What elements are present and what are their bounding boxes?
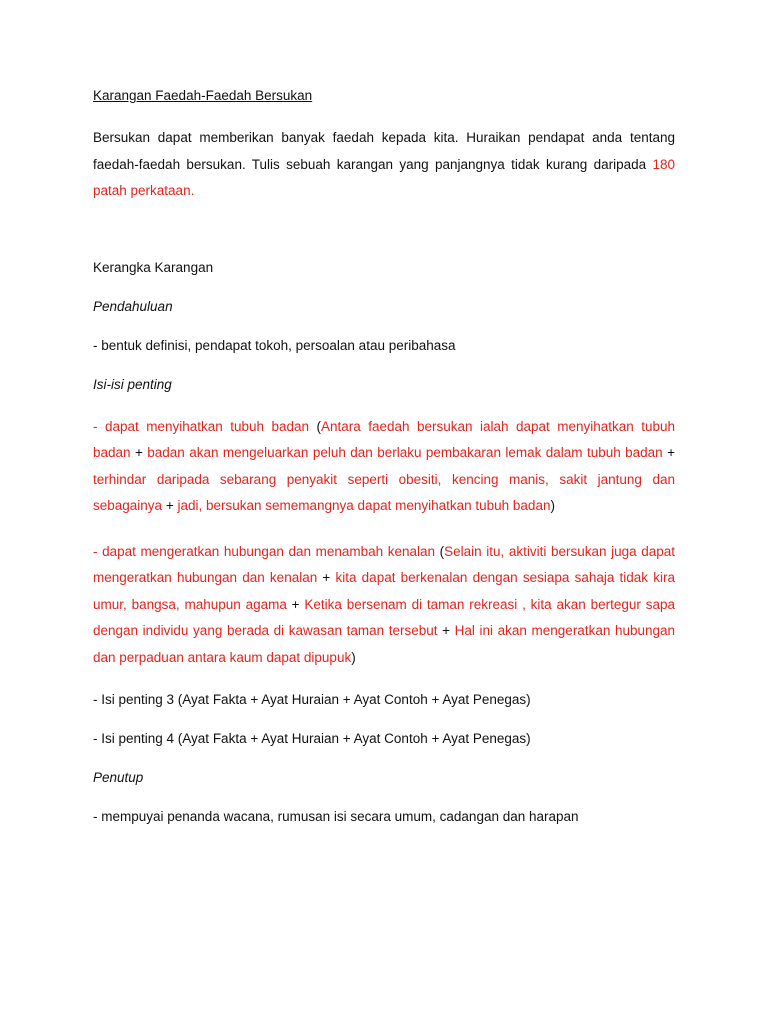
point2-sentence-1: Selain itu, aktiviti bersukan juga dapat mengeratkan hubungan dan kenalan (93, 543, 676, 585)
point2-main: dapat mengeratkan hubungan dan menambah kenalan (102, 543, 436, 559)
point1-sentence-2: badan akan mengeluarkan peluh dan berlaku pembakaran lemak dalam tubuh badan (147, 445, 663, 460)
point2-sentence-4: Hal ini akan mengeratkan hubungan dan perpaduan antara kaum dapat dipupuk (93, 623, 676, 665)
point2-close: ) (351, 649, 356, 665)
question-paragraph (93, 125, 675, 205)
point1-sentence-1: Antara faedah bersukan ialah dapat menyihatkan tubuh badan (93, 418, 676, 460)
spacer (93, 205, 675, 258)
document-page (93, 86, 675, 846)
point2-open: ( (435, 543, 445, 559)
point1-sentence-3: terhindar daripada sebarang penyakit seperti obesiti, kencing manis, sakit jantung dan sebagainya (93, 471, 675, 513)
point1-close: ) (550, 498, 555, 513)
point2-dash: - (93, 543, 103, 559)
intro-point: - bentuk definisi, pendapat tokoh, persoalan atau peribahasa (93, 337, 456, 353)
outline-heading: Kerangka Karangan (93, 259, 214, 275)
body-point-3: - Isi penting 3 (Ayat Fakta + Ayat Huraian + Ayat Contoh + Ayat Penegas) (93, 692, 531, 707)
point2-plus-1: + (317, 570, 336, 585)
body-point-2 (93, 539, 675, 672)
point2-sentence-2: kita dapat berkenalan dengan sesiapa sahaja tidak kira umur, bangsa, mahupun agama (93, 570, 675, 612)
question-text: Bersukan dapat memberikan banyak faedah kepada kita. Huraikan pendapat anda tentang faedah-faedah bersukan. Tulis sebuah karangan yang panjangnya tidak kurang daripada (93, 130, 675, 172)
point2-sentence-3: Ketika bersenam di taman rekreasi , kita akan bertegur sapa dengan individu yang berada di kawasan taman tersebut (93, 596, 675, 638)
point2-plus-2: + (286, 596, 305, 612)
point1-open: ( (309, 418, 321, 434)
body-heading: Isi-isi penting (93, 376, 172, 392)
point1-dash: - (93, 418, 105, 434)
point1-sentence-4: jadi, bersukan sememangnya dapat menyihatkan tubuh badan (177, 498, 551, 513)
point1-plus-3: + (162, 498, 178, 513)
point2-plus-3: + (437, 623, 455, 638)
word-count-requirement: 180 patah perkataan. (93, 156, 675, 198)
intro-heading: Pendahuluan (93, 298, 173, 314)
conclusion-point: - mempuyai penanda wacana, rumusan isi secara umum, cadangan dan harapan (93, 809, 579, 824)
point1-plus-1: + (130, 445, 148, 460)
point1-plus-2: + (662, 445, 675, 460)
body-point-1 (93, 414, 675, 520)
point1-main: dapat menyihatkan tubuh badan (104, 418, 310, 434)
document-title: Karangan Faedah-Faedah Bersukan (93, 88, 313, 103)
body-point-4: - Isi penting 4 (Ayat Fakta + Ayat Huraian + Ayat Contoh + Ayat Penegas) (93, 731, 531, 746)
conclusion-heading: Penutup (93, 770, 144, 785)
